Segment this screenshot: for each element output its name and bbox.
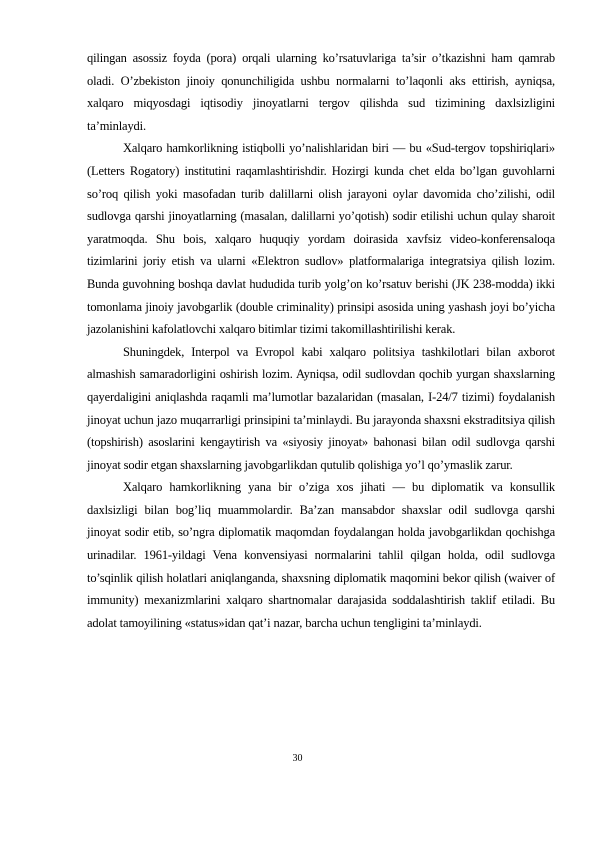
paragraph-continuation: qilingan asossiz foyda (pora) orqali ularning ko’rsatuvlariga ta’sir o’tkazishni ham qamrab oladi. O’zbekiston jinoiy qonunchiligida ushbu normalarni to’laqonli aks ettirish, ayniqsa, xalqaro miqyosdagi iqtisodiy jinoyatlarni tergov qilishda sud tizimining daxlsizligini ta’minlaydi. [87, 51, 555, 133]
paragraph-interpol-europol: Shuningdek, Interpol va Evropol kabi xalqaro politsiya tashkilotlari bilan axborot almashish samaradorligini oshirish lozim. Ayniqsa, odil sudlovdan qochib yurgan shaxslarning qayerdaligini aniqlashda raqamli ma’lumotlar bazalaridan (masalan, I-24/7 tizimi) foydalanish jinoyat uchun jazo muqarrarligi prinsipini ta’minlaydi. Bu jarayonda shaxsni ekstraditsiya qilish (topshirish) asoslarini kengaytirish va «siyosiy jinoyat» bahonasi bilan odil sudlovga qarshi jinoyat sodir etgan shaxslarning javobgarlikdan qutulib qolishiga yo’l qo’ymaslik zarur. [87, 344, 555, 472]
page-number: 30 [292, 753, 303, 764]
paragraph-letters-rogatory: Xalqaro hamkorlikning istiqbolli yo’nalishlaridan biri — bu «Sud-tergov topshiriqlari» (Letters Rogatory) institutini raqamlashtirishdir. Hozirgi kunda chet elda bo’lgan guvohlarni so’roq qilish yoki masofadan turib dalillarni olish jarayoni oylar davomida cho’zilishi, odil sudlovga qarshi jinoyatlarning (masalan, dalillarni yo’qotish) sodir etilishi uchun qulay sharoit yaratmoqda. Shu bois, xalqaro huquqiy yordam doirasida xavfsiz video-konferensaloqa tizimlarini joriy etish va ularni «Elektron sudlov» platformalariga integratsiya qilish lozim. Bunda guvohning boshqa davlat hududida turib yolg’on ko’rsatuv berishi (JK 238-modda) ikki tomonlama jinoiy javobgarlik (double criminality) prinsipi asosida uning yashash joyi bo’yicha jazolanishini kafolatlovchi xalqaro bitimlar tizimi takomillashtirilishi kerak. [87, 141, 555, 337]
document-body [87, 47, 555, 634]
paragraph-diplomatic-immunity: Xalqaro hamkorlikning yana bir o’ziga xos jihati — bu diplomatik va konsullik daxlsizligi bilan bog’liq muammolardir. Ba’zan mansabdor shaxslar odil sudlovga qarshi jinoyat sodir etib, so’ngra diplomatik maqomdan foydalangan holda javobgarlikdan qochishga urinadilar. 1961-yildagi Vena konvensiyasi normalarini tahlil qilgan holda, odil sudlovga to’sqinlik qilish holatlari aniqlanganda, shaxsning diplomatik maqomini bekor qilish (waiver of immunity) mexanizmlarini xalqaro shartnomalar darajasida soddalashtirish taklif etiladi. Bu adolat tamoyilining «status»idan qat’i nazar, barcha uchun tengligini ta’minlaydi. [87, 480, 555, 630]
